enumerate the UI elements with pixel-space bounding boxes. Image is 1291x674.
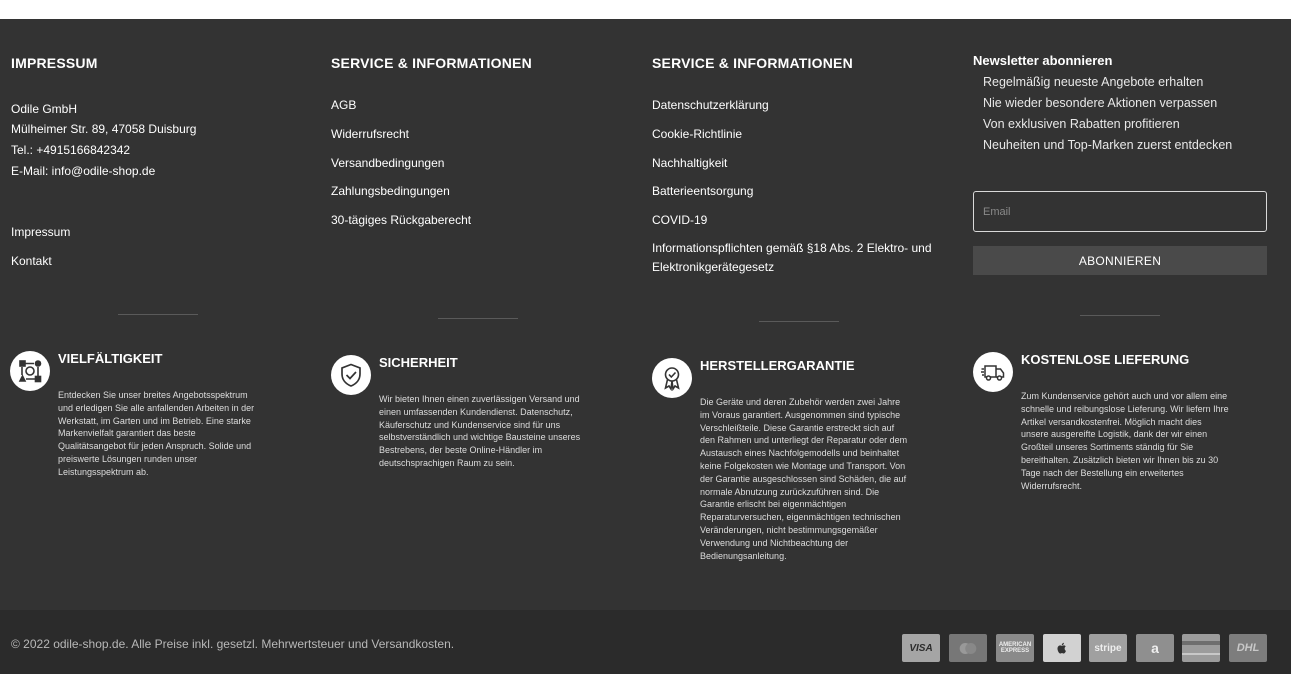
informationspflichten-link[interactable]: Informationspflichten gemäß §18 Abs. 2 Elektro- und Elektronikgerätegesetz [652, 241, 932, 274]
page-top-strip [0, 0, 1291, 19]
feature-title: VIELFÄLTIGKEIT [58, 351, 163, 366]
subscribe-button[interactable]: ABONNIEREN [973, 246, 1267, 275]
feature-description: Entdecken Sie unser breites Angebotsspektrum und erledigen Sie alle anfallenden Arbeiten in der Werkstatt, im Garten und im Betrieb. Eine starke Markenvielfalt garantiert das beste Qualitätsangebot für jeden Anspruch. Solide und preiswerte Lösungen runden unser Leistungsspektrum ab. [58, 390, 255, 477]
feature-title: HERSTELLERGARANTIE [700, 358, 855, 373]
service-heading-2: SERVICE & INFORMATIONEN [652, 55, 853, 71]
datenschutz-link[interactable]: Datenschutzerklärung [652, 98, 769, 112]
dhl-label: DHL [1236, 642, 1260, 654]
newsletter-benefit: Neuheiten und Top-Marken zuerst entdecken [983, 138, 1233, 152]
amazon-pay-icon [1136, 634, 1174, 662]
company-address: Mülheimer Str. 89, 47058 Duisburg [11, 122, 197, 136]
stripe-label: stripe [1094, 642, 1122, 654]
amex-label: AMERICAN EXPRESS [998, 642, 1032, 654]
feature-description: Die Geräte und deren Zubehör werden zwei Jahre im Voraus garantiert. Ausgenommen sind typische Verschleißteile. Diese Garantie erstreckt sich auf den Rahmen und unterliegt der Reparatur oder dem Austausch eines Nachfolgemodells und beinhaltet keine Folgekosten wie Montage und Transport. Von der Garantie ausgeschlossen sind Schäden, die auf normale Abnutzung zurückzuführen sind. Die Garantie erlischt bei eigenmächtigen Reparaturversuchen, eigenmächtigen technischen Veränderungen, nicht bestimmungsgemäßer Verwendung und Nichtbeachtung der Bedienungsanleitung. [700, 397, 908, 561]
covid-link[interactable]: COVID-19 [652, 213, 708, 227]
newsletter-benefit: Von exklusiven Rabatten profitieren [983, 117, 1180, 131]
delivery-truck-icon [973, 352, 1013, 392]
service-heading-1: SERVICE & INFORMATIONEN [331, 55, 532, 71]
agb-link[interactable]: AGB [331, 98, 357, 112]
nachhaltigkeit-link[interactable]: Nachhaltigkeit [652, 156, 728, 170]
zahlungsbedingungen-link[interactable]: Zahlungsbedingungen [331, 184, 450, 198]
award-ribbon-icon [652, 358, 692, 398]
amazon-label: a [1151, 640, 1159, 656]
newsletter-benefit: Regelmäßig neueste Angebote erhalten [983, 75, 1204, 89]
dhl-icon [1229, 634, 1267, 662]
visa-icon [902, 634, 940, 662]
feature-title: SICHERHEIT [379, 355, 458, 370]
batterieentsorgung-link[interactable]: Batterieentsorgung [652, 184, 754, 198]
kontakt-link[interactable]: Kontakt [11, 254, 52, 268]
feature-title: KOSTENLOSE LIEFERUNG [1021, 352, 1190, 367]
widerrufsrecht-link[interactable]: Widerrufsrecht [331, 127, 410, 141]
copyright-text: © 2022 odile-shop.de. Alle Preise inkl. gesetzl. Mehrwertsteuer und Versandkosten. [11, 637, 455, 651]
credit-card-icon [1182, 634, 1220, 662]
rueckgaberecht-link[interactable]: 30-tägiges Rückgaberecht [331, 213, 472, 227]
shield-check-icon [331, 355, 371, 395]
versandbedingungen-link[interactable]: Versandbedingungen [331, 156, 445, 170]
apple-pay-icon [1043, 634, 1081, 662]
feature-description: Wir bieten Ihnen einen zuverlässigen Versand und einen umfassenden Kundendienst. Datenschutz, Käuferschutz und Kundenservice sind für uns selbstverständlich und wichtige Bausteine unseres Bestrebens, der beste Online-Händler im deutschsprachigen Raum zu sein. [379, 394, 581, 468]
divider [759, 321, 839, 322]
divider [438, 318, 518, 319]
newsletter-heading: Newsletter abonnieren [973, 53, 1113, 68]
newsletter-email-input[interactable] [973, 191, 1267, 232]
company-name: Odile GmbH [11, 102, 78, 116]
stripe-icon [1089, 634, 1127, 662]
divider [118, 314, 198, 315]
visa-label: VISA [909, 642, 933, 654]
newsletter-benefit: Nie wieder besondere Aktionen verpassen [983, 96, 1218, 110]
american-express-icon [996, 634, 1034, 662]
cookie-richtlinie-link[interactable]: Cookie-Richtlinie [652, 127, 743, 141]
divider [1080, 315, 1160, 316]
impressum-link[interactable]: Impressum [11, 225, 71, 239]
mastercard-icon [949, 634, 987, 662]
company-phone: Tel.: +4915166842342 [11, 143, 131, 157]
feature-description: Zum Kundenservice gehört auch und vor allem eine schnelle und reibungslose Lieferung. Wir liefern Ihre Artikel versandkostenfrei. Möglich macht dies unsere ausgereifte Logistik, dank der wir einen Großteil unseres Sortiments ständig für Sie bereithalten. Zusätzlich bieten wir Ihnen bis zu 30 Tage nach der Bestellung ein erweitertes Widerrufsrecht. [1021, 391, 1229, 491]
impressum-heading: IMPRESSUM [11, 55, 98, 71]
variety-icon [10, 351, 50, 391]
company-email[interactable]: E-Mail: info@odile-shop.de [11, 164, 156, 178]
